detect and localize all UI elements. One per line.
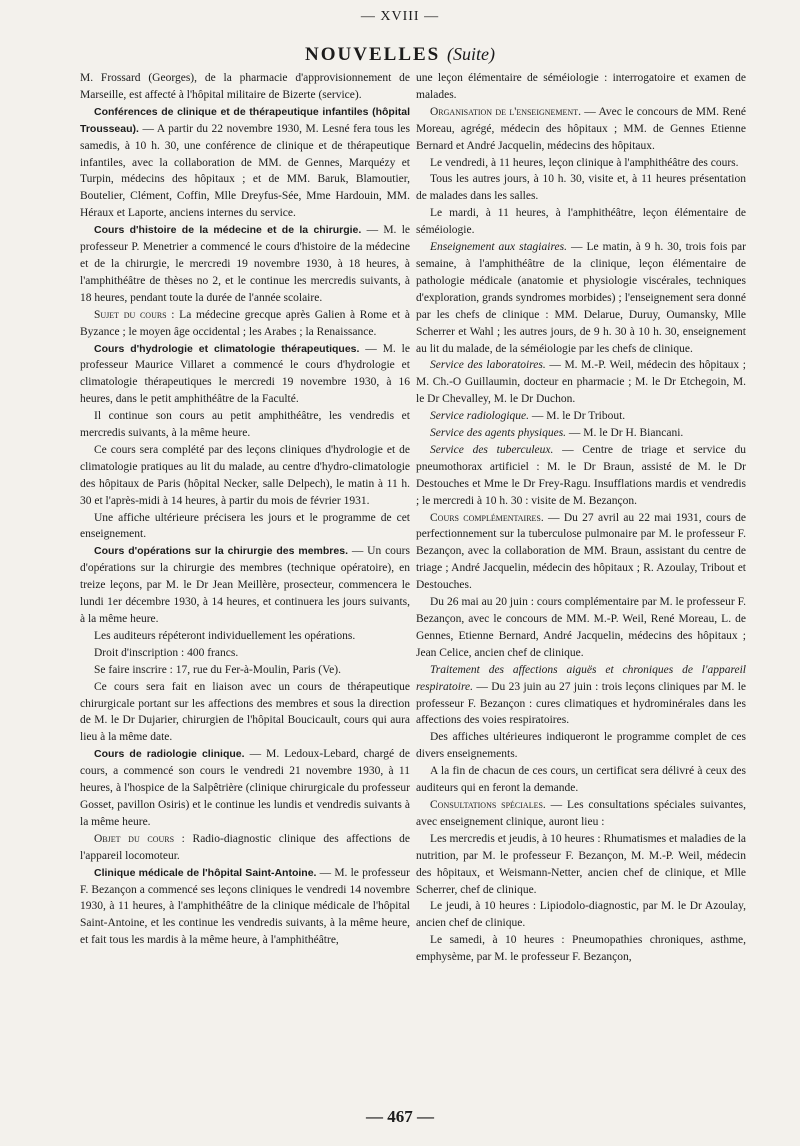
paragraph-text: — Avec le concours de MM. René Moreau, agrégé, médecin des hôpitaux ; MM. de Gennes Etienne Bernard et André Jacquelin, médecins des hôpitaux. — [416, 105, 746, 152]
right-column — [416, 70, 746, 966]
paragraph: M. Frossard (Georges), de la pharmacie d'approvisionnement de Marseille, est affecté à l'hôpital militaire de Bizerte (service). — [80, 72, 410, 101]
paragraph: Les auditeurs répéteront individuellement les opérations. — [94, 629, 356, 642]
paragraph — [416, 104, 746, 155]
paragraph-text: — M. le professeur Maurice Villaret a commencé le cours d'hydrologie et climatologie thérapeutiques le mercredi 19 novembre 1930, à 16 heures, dans le petit amphithéâtre de la Faculté. — [80, 342, 410, 406]
paragraph-text: — M. le professeur F. Bezançon a commencé ses leçons cliniques le vendredi 14 novembre 1930, à 11 heures, à l'amphithéâtre de la clinique médicale de l'hôpital Saint-Antoine, et les continue les vendredis suivants, à la même heure, et fait tous les mardis à la même heure, à l'amphithéâtre, — [80, 866, 410, 947]
paragraph: Se faire inscrire : 17, rue du Fer-à-Moulin, Paris (Ve). — [94, 663, 341, 676]
paragraph-text: — M. M.-P. Weil, médecin des hôpitaux ; M. Ch.-O Guillaumin, docteur en pharmacie ; M. le Dr Etchegoin, M. le Dr Chevalley, M. le Dr Duchon. — [416, 359, 746, 406]
section-heading: Cours d'opérations sur la chirurgie des membres. — [94, 545, 348, 558]
left-column — [80, 70, 410, 949]
paragraph-text: — Du 27 avril au 22 mai 1931, cours de perfectionnement sur la tuberculose pulmonaire par M. le professeur F. Bezançon, avec la collaboration de MM. Braun, assistant du centre de triage ; André Jacquelin, médecin des hôpitaux ; R. Azoulay, Tribout et Destouches. — [416, 511, 746, 592]
title-main: NOUVELLES — [305, 44, 441, 65]
run-in-label: Sujet du cours — [94, 308, 167, 321]
paragraph: Il continue son cours au petit amphithéâtre, les vendredis et mercredis suivants, à la même heure. — [80, 410, 410, 440]
run-in-label: Service des laboratoires. — [430, 359, 546, 372]
paragraph — [416, 239, 746, 357]
paragraph-text: — M. Ledoux-Lebard, chargé de cours, a commencé son cours le vendredi 21 novembre 1930, à 11 heures, à l'hospice de la Salpêtrière (clinique chirurgicale du professeur Gosset, pavillon Osiris) et le continue les lundis et vendredis suivants à la même heure. — [80, 748, 410, 828]
paragraph — [416, 662, 746, 730]
paragraph: Le samedi, à 10 heures : Pneumopathies chroniques, asthme, emphysème, par M. le professeur F. Bezançon, — [416, 934, 746, 964]
run-in-label: Enseignement aux stagiaires. — [430, 241, 567, 254]
paragraph — [80, 865, 410, 950]
paragraph: Droit d'inscription : 400 francs. — [94, 646, 239, 659]
run-in-label: Service des agents physiques. — [430, 427, 567, 440]
paragraph — [416, 797, 746, 831]
paragraph — [80, 746, 410, 831]
section-heading: Conférences de clinique et de thérapeutique infantiles (hôpital Trousseau). — [80, 105, 410, 135]
paragraph-text: : Radio-diagnostic clinique des affections de l'appareil locomoteur. — [80, 832, 410, 862]
page-number: — 467 — — [366, 1107, 434, 1126]
paragraph: Tous les autres jours, à 10 h. 30, visite et, à 11 heures présentation de malades dans les salles. — [416, 173, 746, 203]
paragraph-text: — Les consultations spéciales suivantes, avec enseignement clinique, auront lieu : — [416, 798, 746, 828]
paragraph — [416, 408, 746, 425]
paragraph — [80, 222, 410, 307]
section-heading: Cours de radiologie clinique. — [94, 748, 245, 761]
paragraph — [416, 442, 746, 510]
paragraph — [80, 104, 410, 222]
paragraph-text: — M. le professeur P. Menetrier a commencé le cours d'histoire de la médecine et de la chirurgie, le mercredi 19 novembre 1930, à 18 heures, à l'amphithéâtre de thèses no 2, et le continue les mercredis suivants, à 18 heures, pendant toute la durée de l'année scolaire. — [80, 224, 410, 304]
title-suffix: (Suite) — [446, 44, 495, 64]
paragraph-text: — M. le Dr H. Biancani. — [566, 427, 684, 440]
paragraph-text: — Du 23 juin au 27 juin : trois leçons cliniques par M. le professeur F. Bezançon : cures climatiques et hydrominérales dans les affections des voies respiratoires. — [416, 680, 746, 727]
page-title — [0, 44, 800, 66]
run-in-label: Service radiologique. — [430, 410, 530, 423]
paragraph: Les mercredis et jeudis, à 10 heures : Rhumatismes et maladies de la nutrition, par M. le professeur F. Bezançon, M. M.-P. Weil, médecin des hôpitaux, et Weismann-Netter, ancien chef de clinique, et Mlle Scherrer, chef de clinique. — [416, 832, 746, 896]
paragraph — [416, 510, 746, 595]
paragraph — [80, 307, 410, 341]
run-in-label: Service des tuberculeux. — [430, 443, 554, 456]
section-heading: Cours d'histoire de la médecine et de la chirurgie. — [94, 224, 362, 237]
paragraph — [80, 831, 410, 865]
paragraph: A la fin de chacun de ces cours, un certificat sera délivré à ceux des auditeurs qui en feront la demande. — [416, 765, 746, 795]
paragraph-text: — Un cours d'opérations sur la chirurgie des membres (technique opératoire), en treize leçons, par M. le Dr Jean Meillère, prosecteur, commencera le lundi 1er décembre 1930, à 14 heures, et continuera les jours suivants, à la même heure. — [80, 545, 410, 625]
paragraph: Des affiches ultérieures indiqueront le programme complet de ces divers enseignements. — [416, 731, 746, 761]
section-heading: Clinique médicale de l'hôpital Saint-Antoine. — [94, 866, 317, 879]
paragraph-text: — M. le Dr Tribout. — [529, 410, 626, 423]
paragraph — [416, 425, 746, 442]
run-in-label: Organisation de l'enseignement. — [430, 105, 581, 118]
paragraph: Le jeudi, à 10 heures : Lipiodolo-diagnostic, par M. le Dr Azoulay, ancien chef de clinique. — [416, 900, 746, 930]
paragraph-text: — A partir du 22 novembre 1930, M. Lesné fera tous les samedis, à 10 h. 30, une conférence de clinique et de thérapeutique infantiles, avec la collaboration de MM. de Gennes, Marquézy et Turpin, médecins des hôpitaux ; et de MM. Baruk, Blamoutier, Boutelier, Clément, Coffin, Mlle Dreyfus-Sée, Mme Hardouin, MM. Héraux et Laporte, anciens internes du service. — [80, 122, 410, 220]
paragraph: une leçon élémentaire de séméiologie : interrogatoire et examen de malades. — [416, 72, 746, 101]
paragraph: Ce cours sera fait en liaison avec un cours de thérapeutique chirurgicale portant sur les affections des membres et sous la direction de M. le Dr Dujarier, chirurgien de l'hôpital Boucicault, cours qui aura lieu à la même date. — [80, 680, 410, 744]
paragraph — [416, 357, 746, 408]
paragraph: Une affiche ultérieure précisera les jours et le programme de cet enseignement. — [80, 511, 410, 541]
paragraph: Du 26 mai au 20 juin : cours complémentaire par M. le professeur F. Bezançon, avec le concours de MM. M.-P. Weil, René Moreau, L. de Gennes, Etienne Bernard, André Jacquelin, médecins des hôpitaux ; Jean Celice, ancien chef de clinique. — [416, 596, 746, 659]
paragraph — [80, 341, 410, 409]
paragraph: Ce cours sera complété par des leçons cliniques d'hydrologie et de climatologie pratiques au lit du malade, au centre d'hydro-climatologie des hôpitaux de Paris (hôpital Necker, salle Delpech), le matin à 11 h. 30 et l'après-midi à 14 heures, à partir du mois de février 1931. — [80, 443, 410, 507]
run-in-label: Consultations spéciales. — [430, 798, 546, 811]
run-in-label: Cours complémentaires. — [430, 511, 544, 524]
run-in-label: Traitement des affections aiguës et chroniques de l'appareil respiratoire. — [416, 663, 746, 693]
run-in-label: Objet du cours — [94, 832, 175, 845]
folio-header: — XVIII — — [360, 9, 440, 24]
paragraph-text: — Le matin, à 9 h. 30, trois fois par semaine, à l'amphithéâtre de la clinique, leçon élémentaire de pathologie médicale (anatomie et physiologie viscérales, techniques d'exploration, grands syndromes morbides) ; l'enseignement sera donné par les chefs de clinique : MM. Delarue, Duruy, Oumansky, Mlle Scherrer et Wahl ; les autres jours, de 9 h. 30 à 10 h. 30, enseignement au lit du malade, de la séméiologie par les chefs de clinique. — [416, 241, 746, 355]
paragraph-text: — Centre de triage et service du pneumothorax artificiel : M. le Dr Braun, assisté de M. le Dr Destouches et Mme le Dr Frey-Ragu. Insufflations mardis et vendredis ; le mercredi à 10 h. 30 : visite de M. Bezançon. — [416, 443, 746, 507]
section-heading: Cours d'hydrologie et climatologie thérapeutiques. — [94, 342, 360, 355]
paragraph — [80, 543, 410, 628]
paragraph: Le mardi, à 11 heures, à l'amphithéâtre, leçon élémentaire de séméiologie. — [416, 207, 746, 237]
paragraph: Le vendredi, à 11 heures, leçon clinique à l'amphithéâtre des cours. — [430, 156, 739, 169]
paragraph-text: : La médecine grecque après Galien à Rome et à Byzance ; le moyen âge occidental ; les Arabes ; la Renaissance. — [80, 308, 411, 338]
